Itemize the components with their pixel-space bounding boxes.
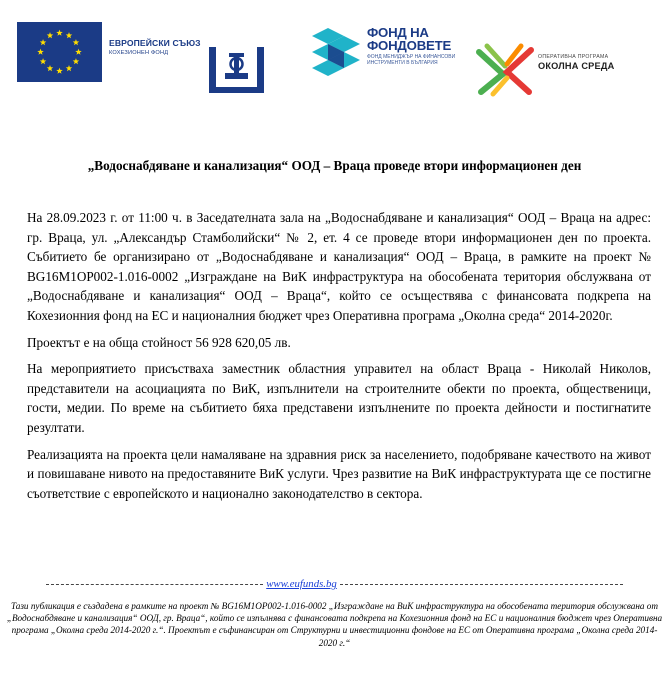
environment-program-label: [538, 55, 614, 71]
article-headline: „Водоснабдяване и канализация“ ООД – Враца проведе втори информационен ден: [87, 158, 582, 173]
eufunds-link[interactable]: www.eufunds.bg: [266, 578, 337, 590]
paragraph-attendees: На мероприятието присъстваха заместник областния управител на област Враца - Николай Николов, представители на асоциацията по ВиК, изпълнители на строителните обекти по проекта, общественици, гости, медии. По време на събитието бяха представени изпълнените по проекта дейности и постигнатите резултати.: [27, 361, 651, 435]
fund-name-line2: ФОНДОВЕТЕ: [367, 38, 452, 53]
fund-of-funds-label: [367, 26, 459, 67]
logo-strip: [0, 0, 669, 120]
program-name: ОКОЛНА СРЕДА: [538, 61, 615, 72]
eu-flag-logo: [17, 22, 102, 82]
paragraph-project-value: Проектът е на обща стойност 56 928 620,05 лв.: [27, 334, 291, 350]
eu-name: ЕВРОПЕЙСКИ СЪЮЗ: [109, 38, 201, 48]
fund-of-funds-logo: [308, 26, 364, 80]
cohesion-fund-name: КОХЕЗИОНЕН ФОНД: [109, 49, 169, 56]
fund-subtitle: ФОНД МЕНИДЖЪР НА ФИНАНСОВИ ИНСТРУМЕНТИ В БЪЛГАРИЯ: [367, 54, 456, 66]
footer-disclaimer: Тази публикация е създадена в рамките на проект № BG16M1OP002-1.016-0002 „Изграждане на ВиК инфраструктура на обособената територия обслужвана от „Водоснабдяване и канализация“ ООД, гр. Враца“, който се изпълнява с финансовата подкрепа на Кохезионния фонд на ЕС и националния бюджет чрез Оперативна програма „Околна среда 2014-2020 г.“. Проектът е съфинансиран от Структурни и инвестиционни фондове на ЕС от Оперативна програма „Околна среда 2014-2020 г.“: [6, 601, 663, 648]
paragraph-event: На 28.09.2023 г. от 11:00 ч. в Заседателната зала на „Водоснабдяване и канализация“ ООД – Враца на адрес: гр. Враца, ул. „Александър Стамболийски“ № 2, ет. 4 се проведе втори информационен ден по проекта. Събитието бе организирано от „Водоснабдяване и канализация“ ООД – Враца, в рамките на проект № BG16M1OP002-1.016-0002 „Изграждане на ВиК инфраструктура на обособената територия обслужвана от „Водоснабдяване и канализация“ ООД – Враца“, който се осъществява с финансовата подкрепа на Кохезионния фонд на ЕС и националния бюджет чрез Оперативна програма „Околна среда“ 2014-2020г.: [27, 210, 651, 323]
paragraph-goals: Реализацията на проекта цели намаляване на здравния риск за населението, подобряване качеството на живот и повишаване нивото на предоставяните ВиК услуги. Чрез развитие на ВиК инфраструктурата ще се постигне съответствие с европейското и национално законодателство в сектора.: [27, 446, 651, 501]
footer-separator: [0, 578, 669, 590]
dashed-divider-right: [340, 584, 623, 586]
dashed-divider-left: [46, 584, 263, 586]
article-body: [27, 208, 651, 510]
eu-cohesion-fund-label: [109, 39, 201, 56]
water-utility-logo: [205, 43, 268, 93]
environment-program-logo: [473, 42, 539, 97]
fund-name-line1: ФОНД НА: [367, 25, 429, 40]
program-type: ОПЕРАТИВНА ПРОГРАМА: [538, 54, 609, 60]
